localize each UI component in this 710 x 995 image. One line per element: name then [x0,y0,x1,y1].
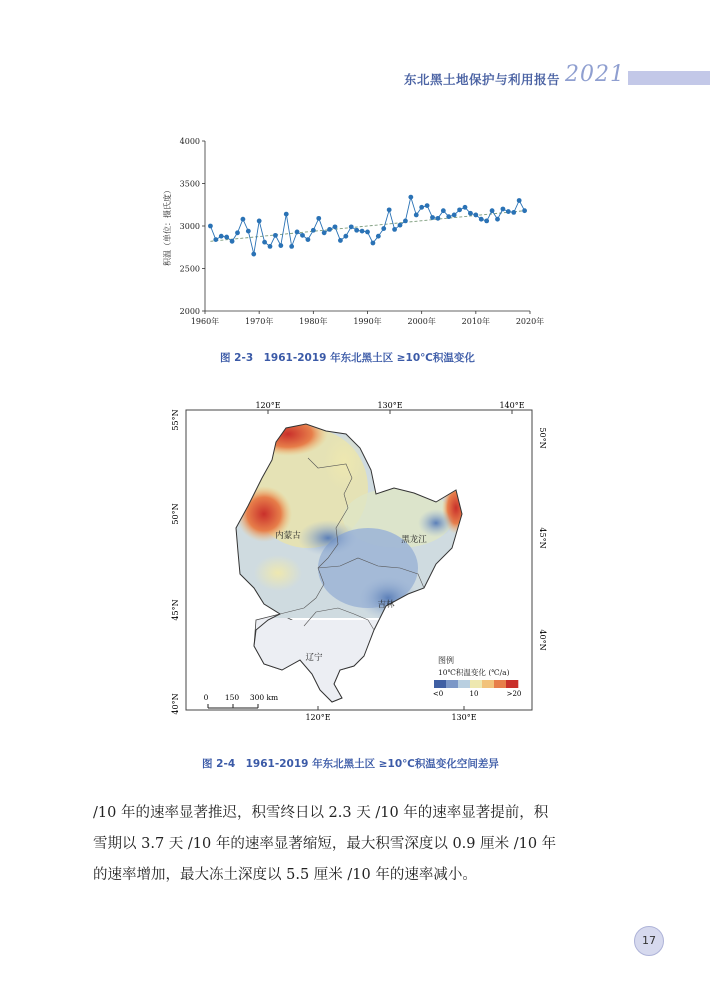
x-tick-label: 1990年 [353,317,382,326]
legend-swatch [446,680,458,688]
data-point [398,223,403,228]
scale-label: 150 [224,693,240,702]
left-tick-label: 45°N [171,599,180,621]
top-tick-label: 140°E [499,401,525,410]
header-bar [628,71,710,85]
x-tick-label: 2020年 [515,317,545,326]
data-point [408,195,413,200]
data-point [387,207,392,212]
y-tick-label: 4000 [179,137,200,146]
y-tick-label: 3000 [179,222,200,231]
x-tick-label: 1970年 [244,317,274,326]
data-point [392,227,397,232]
region-label-jilin: 吉林 [377,600,395,610]
legend-swatch [470,680,482,688]
figure-2-3-caption: 图 2-3 1961-2019 年东北黑土区 ≥10℃积温变化 [220,352,475,364]
temperature-change-map [168,398,550,730]
region-label-liaoning: 辽宁 [305,653,323,663]
data-point [484,219,489,224]
legend-swatch [458,680,470,688]
data-point [343,234,348,239]
y-axis-label: 积温（单位：摄氏度） [163,186,172,266]
data-point [490,208,495,213]
body-line: 的速率增加，最大冻土深度以 5.5 厘米 /10 年的速率减小。 [93,867,477,883]
data-point [333,224,338,229]
data-point [436,216,441,221]
map-right-ticks [538,427,547,650]
legend-swatch [494,680,506,688]
data-point [452,213,457,218]
top-tick-label: 130°E [377,401,403,410]
data-point [468,211,473,216]
header-year: 2021 [565,62,625,87]
data-point [327,227,332,232]
data-point [289,244,294,249]
scale-label: 0 [203,693,209,702]
data-point [251,252,256,257]
legend-label: <0 [432,690,444,698]
data-point [441,208,446,213]
right-tick-label: 40°N [538,629,547,651]
data-point [349,224,354,229]
body-paragraph [93,798,633,891]
data-point [235,230,240,235]
data-point [278,243,283,248]
y-tick-label: 2500 [179,264,200,274]
data-point [295,230,300,235]
data-point [257,219,262,224]
data-point [511,210,516,215]
y-tick-label: 3500 [179,179,200,189]
data-point [463,205,468,210]
y-axis-ticks [180,137,205,316]
data-point [501,207,506,212]
data-point [522,208,527,213]
top-tick-label: 120°E [255,401,281,410]
temperature-line-chart [150,130,550,340]
data-point [457,207,462,212]
data-point [430,215,435,220]
data-point [360,229,365,234]
x-tick-label: 2000年 [407,317,436,326]
chart-series [208,195,527,257]
data-point [224,235,229,240]
legend-swatch [482,680,494,688]
legend-label: 10 [469,690,479,698]
scale-label: 300 km [249,693,279,702]
y-tick-label: 2000 [179,307,200,316]
data-point [371,241,376,246]
x-tick-label: 1960年 [190,317,220,326]
map-left-ticks [171,409,180,714]
data-point [354,228,359,233]
left-tick-label: 50°N [171,503,180,525]
bottom-tick-label: 120°E [305,713,331,722]
data-point [506,209,511,214]
bottom-tick-label: 130°E [451,713,477,722]
data-point [246,229,251,234]
right-tick-label: 45°N [538,527,547,549]
x-axis-ticks [191,311,544,326]
x-tick-label: 2010年 [461,317,491,326]
x-tick-label: 1980年 [299,317,328,326]
data-point [419,205,424,210]
data-point [213,237,218,242]
region-label-heilongjiang: 黑龙江 [401,535,427,545]
legend-subtitle: 10℃积温变化 (℃/a) [438,668,510,677]
data-point [268,244,273,249]
data-point [381,226,386,231]
data-point [219,234,224,239]
legend-label: >20 [506,690,522,698]
legend-swatch [506,680,518,688]
data-point [446,214,451,219]
data-point [365,230,370,235]
page-number: 17 [634,926,664,956]
left-tick-label: 40°N [171,693,180,715]
body-line: 雪期以 3.7 天 /10 年的速率显著缩短，最大积雪深度以 0.9 厘米 /10 年 [93,836,557,852]
data-point [495,217,500,222]
data-point [403,219,408,224]
data-point [473,213,478,218]
left-tick-label: 55°N [171,409,180,431]
header-title: 东北黑土地保护与利用报告 [403,72,560,87]
body-line: /10 年的速率显著推迟，积雪终日以 2.3 天 /10 年的速率显著提前，积 [93,805,549,821]
data-point [316,216,321,221]
data-point [284,212,289,217]
figure-2-4-caption: 图 2-4 1961-2019 年东北黑土区 ≥10℃积温变化空间差异 [202,758,499,770]
data-point [338,238,343,243]
data-point [306,237,311,242]
data-point [273,233,278,238]
region-label-neimenggu: 内蒙古 [275,531,301,541]
legend-swatches [434,680,518,688]
data-point [425,203,430,208]
data-point [300,233,305,238]
data-point [241,217,246,222]
legend-swatch [434,680,446,688]
data-point [311,228,316,233]
data-point [322,230,327,235]
data-point [517,198,522,203]
data-point [414,213,419,218]
legend-title: 图例 [438,656,454,665]
data-point [376,234,381,239]
data-point [230,239,235,244]
data-point [479,217,484,222]
right-tick-label: 50°N [538,427,547,449]
data-point [262,240,267,245]
data-point [208,224,213,229]
